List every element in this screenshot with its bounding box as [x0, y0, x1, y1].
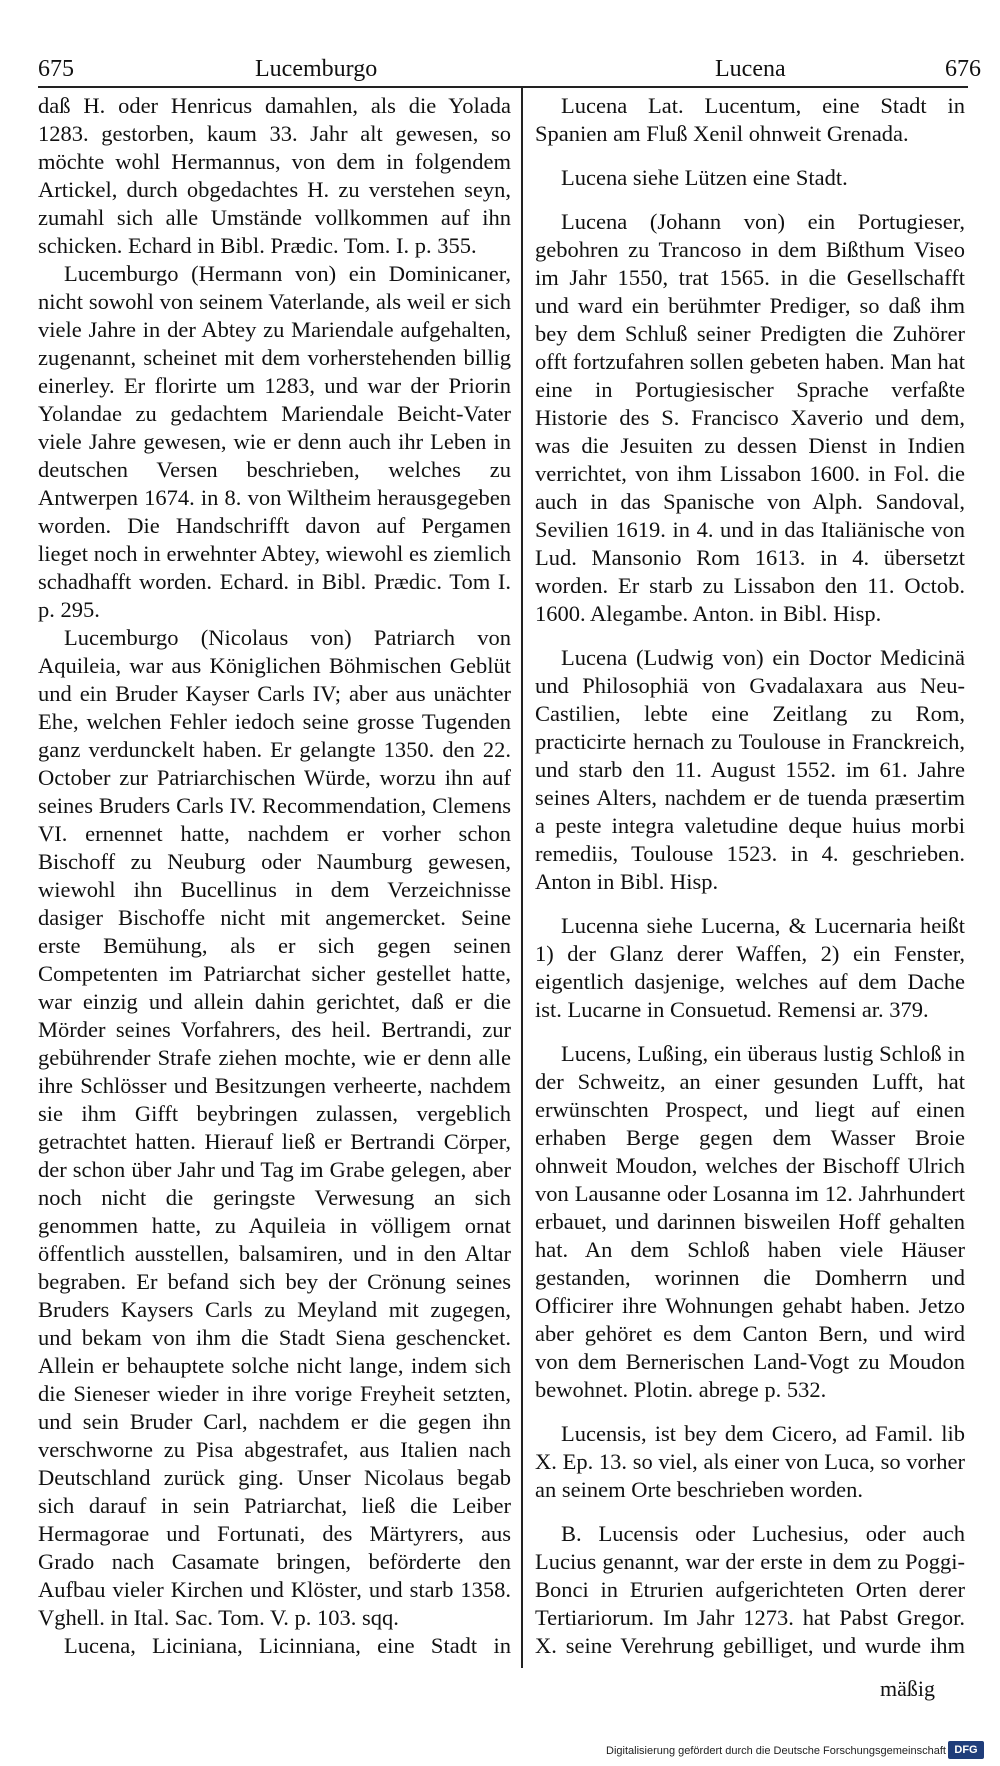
- left-running-title: Lucemburgo: [255, 56, 378, 82]
- entry-lucena-luetzen: Lucena siehe Lützen eine Stadt.: [561, 165, 848, 190]
- entry-lucemburgo-nicolaus: Lucemburgo (Nicolaus von) Patriarch von Aquileia, war aus Königlichen Böhmischen Geblüt und ein Bruder Kayser Carls IV; aber aus unächter Ehe, welchen Fehler iedoch seine grosse Tugenden ganz verdunckelt haben. Er gelangte 1350. den 22. October zur Patriarchischen Würde, worzu ihn auf seines Bruders Carls IV. Recommendation, Clemens VI. ernennet hatte, nachdem er vorher schon Bischoff zu Neuburg oder Naumburg gewesen, wiewohl ihn Bucellinus in dem Verzeichnisse dasiger Bischoffe nicht mit angemercket. Seine erste Bemühung, als er sich gegen seinen Competenten im Patriarchat sicher gestellet hatte, war einzig und allein dahin gerichtet, daß er die Mörder seines Vorfahrers, des heil. Bertrandi, zur gebührender Strafe ziehen mochte, wie er denn alle ihre Schlösser und Besitzungen verheerte, nachdem sie ihm Gifft beybringen zulassen, vergeblich getrachtet hatten. Hierauf ließ er Bertrandi Cörper, der schon über Jahr und Tag im Grabe gelegen, aber noch nicht die geringste Verwesung an sich genommen hatte, zu Aquileia in völligem ornat öffentlich ausstellen, balsamiren, und in den Altar begraben. Er befand sich bey der Crönung seines Bruders Kaysers Carls zu Meyland mit zugegen, und bekam von ihm die Stadt Siena geschencket. Allein er behauptete solche nicht lange, indem sich die Sieneser wieder in ihre vorige Freyheit setzten, und sein Bruder Carl, nachdem er die gegen ihn verschworne zu Pisa abgestrafet, aus Italien nach Deutschland zurück ging. Unser Nicolaus begab sich darauf in sein Patriarchat, ließ die Leiber Hermagorae und Fortunati, des Märtyrers, aus Grado nach Casamate bringen, beförderte den Aufbau vieler Kirchen und Klöster, und starb 1358. Vghell. in Ital. Sac. Tom. V. p. 103. sqq.: [38, 625, 511, 1630]
- catchword: mäßig: [880, 1676, 935, 1701]
- left-page-number: 675: [38, 56, 74, 82]
- digitization-credit: Digitalisierung gefördert durch die Deutsche Forschungsgemeinschaft: [606, 1745, 946, 1757]
- right-page-number: 676: [945, 56, 981, 82]
- entry-lucenna: Lucenna siehe Lucerna, & Lucernaria heißt 1) der Glanz derer Waffen, 2) ein Fenster, eigentlich dasjenige, welches auf dem Dache ist. Lucarne in Consuetud. Remensi ar. 379.: [535, 913, 965, 1022]
- right-column: [535, 92, 965, 1662]
- entry-lucens: Lucens, Lußing, ein überaus lustig Schloß in der Schweitz, an einer gesunden Lufft, hat erwünschten Prospect, und liegt auf einen erhaben Berge gegen dem Wasser Broie ohnweit Moudon, welches der Bischoff Ulrich von Lausanne oder Losanna im 12. Jahrhundert erbauet, und darinnen bisweilen Hoff gehalten hat. An dem Schloß haben viele Häuser gestanden, worinnen die Domherrn und Officirer ihre Wohnungen gehabt haben. Jetzo aber gehöret es dem Canton Bern, und wird von dem Bernerischen Land-Vogt zu Moudon bewohnet. Plotin. abrege p. 532.: [535, 1041, 965, 1402]
- entry-lucemburgo-hermann: Lucemburgo (Hermann von) ein Dominicaner, nicht sowohl von seinem Vaterlande, als weil er sich viele Jahre in der Abtey zu Mariendale aufgehalten, zugenannt, scheinet mit dem vorherstehenden billig einerley. Er florirte um 1283, und war der Priorin Yolandae zu gedachtem Mariendale Beicht-Vater viele Jahre gewesen, wie er denn auch ihr Leben in deutschen Versen beschrieben, welches zu Antwerpen 1674. in 8. von Wiltheim herausgegeben worden. Die Handschrifft davon auf Pergamen lieget noch in erwehnter Abtey, wiewohl es ziemlich schadhafft worden. Echard. in Bibl. Prædic. Tom I. p. 295.: [38, 261, 511, 622]
- entry-continuation: daß H. oder Henricus damahlen, als die Yolada 1283. gestorben, kaum 33. Jahr alt gewesen, so möchte wohl Hermannus, von dem in folgendem Artickel, durch obgedachtes H. zu verstehen seyn, zumahl sich alle Umstände vollkommen auf ihn schicken. Echard in Bibl. Prædic. Tom. I. p. 355.: [38, 93, 511, 258]
- entry-lucena-liciniana: Lucena, Liciniana, Licinniana, eine Stadt in: [64, 1633, 511, 1658]
- entry-lucensis: Lucensis, ist bey dem Cicero, ad Famil. lib X. Ep. 13. so viel, als einer von Luca, so vorher an seinem Orte beschrieben worden.: [535, 1421, 965, 1502]
- entry-b-lucensis: B. Lucensis oder Luchesius, oder auch Lucius genannt, war der erste in dem zu Poggi-Bonci in Etrurien aufgerichteten Orten derer Tertiariorum. Im Jahr 1273. hat Pabst Gregor. X. seine Verehrung gebilliget, und wurde ihm: [535, 1521, 965, 1658]
- left-column: [38, 92, 511, 1662]
- dfg-logo-icon: DFG: [948, 1741, 984, 1759]
- entry-lucena-johann: Lucena (Johann von) ein Portugieser, gebohren zu Trancoso in dem Bißthum Viseo im Jahr 1550, trat 1565. in die Gesellschafft und ward ein berühmter Prediger, so daß ihm bey dem Schluß seiner Predigten die Zuhörer offt fortzufahren sollen gebeten haben. Man hat eine in Portugiesischer Sprache verfaßte Historie des S. Francisco Xaverio und dem, was die Jesuiten zu dessen Dienst in Indien verrichtet, von ihm Lissabon 1600. in Fol. die auch in das Spanische von Alph. Sandoval, Sevilien 1619. in 4. und in das Italiänische von Lud. Mansonio Rom 1613. in 4. übersetzt worden. Er starb zu Lissabon den 11. Octob. 1600. Alegambe. Anton. in Bibl. Hisp.: [535, 209, 965, 626]
- entry-lucena-ludwig: Lucena (Ludwig von) ein Doctor Medicinä und Philosophiä von Gvadalaxara aus Neu-Castilien, lebte eine Zeitlang zu Rom, practicirte hernach zu Toulouse in Franckreich, und starb den 11. August 1552. im 61. Jahre seines Alters, nachdem er de tuenda præsertim a peste integra valetudine deque huius morbi remediis, Toulouse 1523. in 4. geschrieben. Anton in Bibl. Hisp.: [535, 645, 965, 894]
- entry-lucena-xenil: Lucena Lat. Lucentum, eine Stadt in Spanien am Fluß Xenil ohnweit Grenada.: [535, 93, 965, 146]
- right-running-title: Lucena: [715, 56, 786, 82]
- column-divider: [521, 88, 523, 1668]
- header-rule: [38, 86, 968, 88]
